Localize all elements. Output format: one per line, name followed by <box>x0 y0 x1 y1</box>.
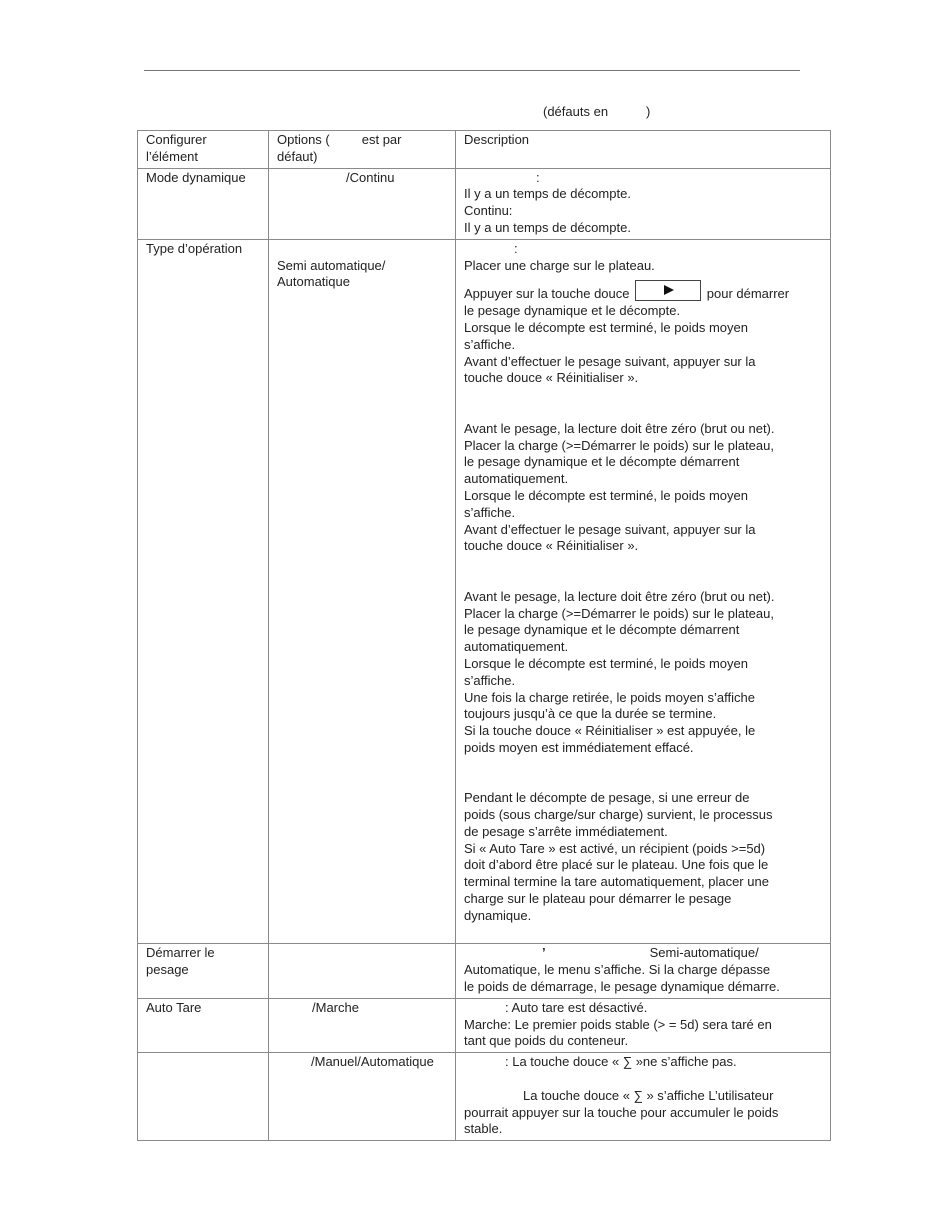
configuration-table <box>137 130 831 1141</box>
table-row <box>138 1053 831 1141</box>
caption-right: ) <box>646 104 651 119</box>
row-desc-operation-type: : Placer une charge sur le plateau. Appuyer sur la touche douce pour démarrer le pesage dynamique et le décompte. Lorsque le décompte est terminé, le poids moyen s’affiche. Avant d’effectuer le pesage suivant, appuyer sur la touche douce « Réinitialiser ». Avant le pesage, la lecture doit être zéro (brut ou net). Placer la charge (>=Démarrer le poids) sur le plateau, le pesage dynamique et le décompte démarrent automatiquement. Lorsque le décompte est terminé, le poids moyen s’affiche. Avant d’effectuer le pesage suivant, appuyer sur la touche douce « Réinitialiser ». Avant le pesage, la lecture doit être zéro (brut ou net). Placer la charge (>=Démarrer le poids) sur le plateau, le pesage dynamique et le décompte démarrent automatiquement. Lorsque le décompte est terminé, le poids moyen s’affiche. Une fois la charge retirée, le poids moyen s’affiche toujours jusqu’à ce que la durée se termine. Si la touche douce « Réinitialiser » est appuyée, le poids moyen est immédiatement effacé. Pendant le décompte de pesage, si une erreur de poids (sous charge/sur charge) survient, le processus de pesage s’arrête immédiatement. Si « Auto Tare » est activé, un récipient (poids >=5d) doit d’abord être placé sur le plateau. Une fois que le terminal termine la tare automatiquement, placer une charge sur le plateau pour démarrer le pesage dynamique. <box>456 239 831 944</box>
row-options-operation-type: Semi automatique/ Automatique <box>269 239 456 944</box>
row-label-dynamic-mode: Mode dynamique <box>138 168 269 239</box>
row-label-auto-tare: Auto Tare <box>138 998 269 1052</box>
row-desc-dynamic-mode: : Il y a un temps de décompte. Continu: Il y a un temps de décompte. <box>456 168 831 239</box>
table-header-row <box>138 131 831 169</box>
row-desc-auto-tare: : Auto tare est désactivé. Marche: Le premier poids stable (> = 5d) sera taré en tant que poids du conteneur. <box>456 998 831 1052</box>
header-description: Description <box>456 131 831 169</box>
table-row <box>138 239 831 944</box>
table-row <box>138 998 831 1052</box>
header-rule <box>144 70 800 71</box>
row-options-auto-tare: /Marche <box>269 998 456 1052</box>
row-desc-start-weighing: ’ Semi-automatique/ Automatique, le menu s’affiche. Si la charge dépasse le poids de démarrage, le pesage dynamique démarre. <box>456 944 831 998</box>
header-options: Options ( est par défaut) <box>269 131 456 169</box>
table-row <box>138 168 831 239</box>
row-options-start-weighing <box>269 944 456 998</box>
row-label-accumulation <box>138 1053 269 1141</box>
table-row <box>138 944 831 998</box>
row-options-accumulation: /Manuel/Automatique <box>269 1053 456 1141</box>
play-softkey-icon <box>635 280 701 301</box>
row-label-start-weighing: Démarrer le pesage <box>138 944 269 998</box>
caption-left: (défauts en <box>543 104 609 119</box>
header-configure-item: Configurer l’élément <box>138 131 269 169</box>
row-options-dynamic-mode: /Continu <box>269 168 456 239</box>
row-desc-accumulation: : La touche douce « ∑ »ne s’affiche pas. La touche douce « ∑ » s’affiche L’utilisateur pourrait appuyer sur la touche pour accumuler le poids stable. <box>456 1053 831 1141</box>
table-caption <box>543 104 650 121</box>
row-label-operation-type: Type d’opération <box>138 239 269 944</box>
